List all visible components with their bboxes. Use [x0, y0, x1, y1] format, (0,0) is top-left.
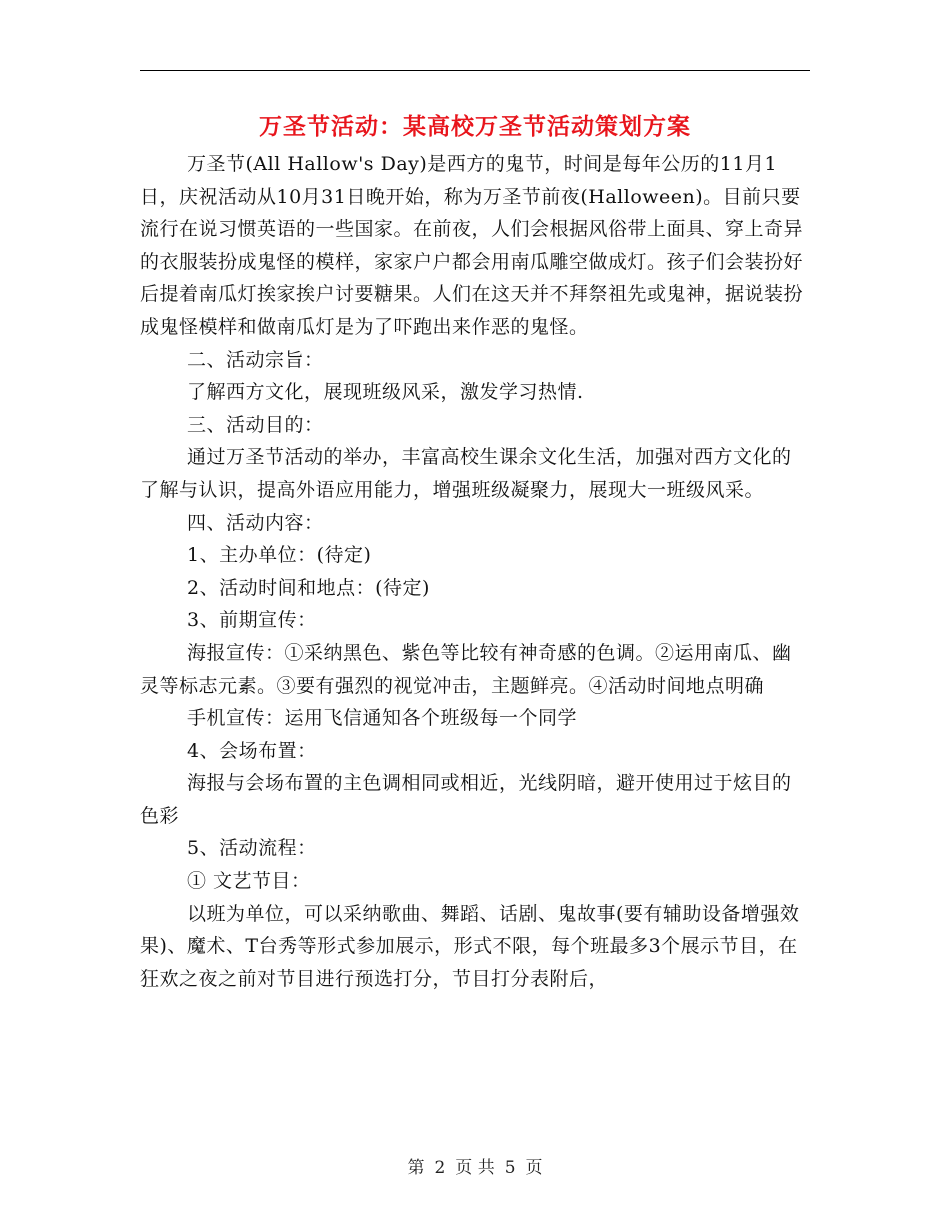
organizer-item: 1、主办单位：(待定): [187, 544, 372, 567]
intro-paragraph: 万圣节(All Hallow's Day)是西方的鬼节，时间是每年公历的11月1日，庆祝活动从10月31日晚开始，称为万圣节前夜(Halloween)。目前只要流行在说习惯英语的一些国家。在前夜，人们会根据风俗带上面具、穿上奇异的衣服装扮成鬼怪的模样，家家户户都会用南瓜雕空做成灯。孩子们会装扮好后提着南瓜灯挨家挨户讨要糖果。人们在这天并不拜祭祖先或鬼神，据说装扮成鬼怪模样和做南瓜灯是为了吓跑出来作恶的鬼怪。: [140, 153, 804, 338]
footer-middle: 页 共: [455, 1158, 495, 1178]
phone-promotion-text: 手机宣传：运用飞信通知各个班级每一个同学: [187, 707, 578, 730]
time-place-item: 2、活动时间和地点：(待定): [187, 576, 430, 599]
goal-text: 通过万圣节活动的举办，丰富高校生课余文化生活，加强对西方文化的了解与认识，提高外语应用能力，增强班级凝聚力，展现大一班级风采。: [140, 446, 792, 501]
footer-suffix: 页: [525, 1158, 543, 1178]
section-heading-content: 四、活动内容：: [187, 511, 324, 534]
performance-heading: ① 文艺节目：: [187, 870, 311, 893]
footer-total-pages: 5: [504, 1158, 516, 1178]
poster-promotion-text: 海报宣传：①采纳黑色、紫色等比较有神奇感的色调。②运用南瓜、幽灵等标志元素。③要有强烈的视觉冲击，主题鲜亮。④活动时间地点明确: [140, 641, 792, 697]
section-heading-purpose: 二、活动宗旨：: [187, 348, 324, 371]
promotion-heading: 3、前期宣传：: [187, 609, 317, 632]
section-heading-goal: 三、活动目的：: [187, 413, 324, 436]
footer-prefix: 第: [407, 1158, 425, 1178]
footer-current-page: 2: [434, 1158, 446, 1178]
page-footer: [0, 1153, 950, 1178]
purpose-text: 了解西方文化，展现班级风采，激发学习热情.: [187, 381, 584, 404]
venue-heading: 4、会场布置：: [187, 739, 317, 762]
header-rule: [140, 70, 810, 71]
document-body: [140, 148, 810, 995]
venue-text: 海报与会场布置的主色调相同或相近，光线阴暗，避开使用过于炫目的色彩: [140, 772, 792, 827]
document-title: 万圣节活动：某高校万圣节活动策划方案: [259, 113, 691, 140]
process-heading: 5、活动流程：: [187, 837, 317, 860]
performance-text: 以班为单位，可以采纳歌曲、舞蹈、话剧、鬼故事(要有辅助设备增强效果)、魔术、T台秀等形式参加展示，形式不限，每个班最多3个展示节目，在狂欢之夜之前对节目进行预选打分，节目打分表附后，: [140, 902, 800, 990]
